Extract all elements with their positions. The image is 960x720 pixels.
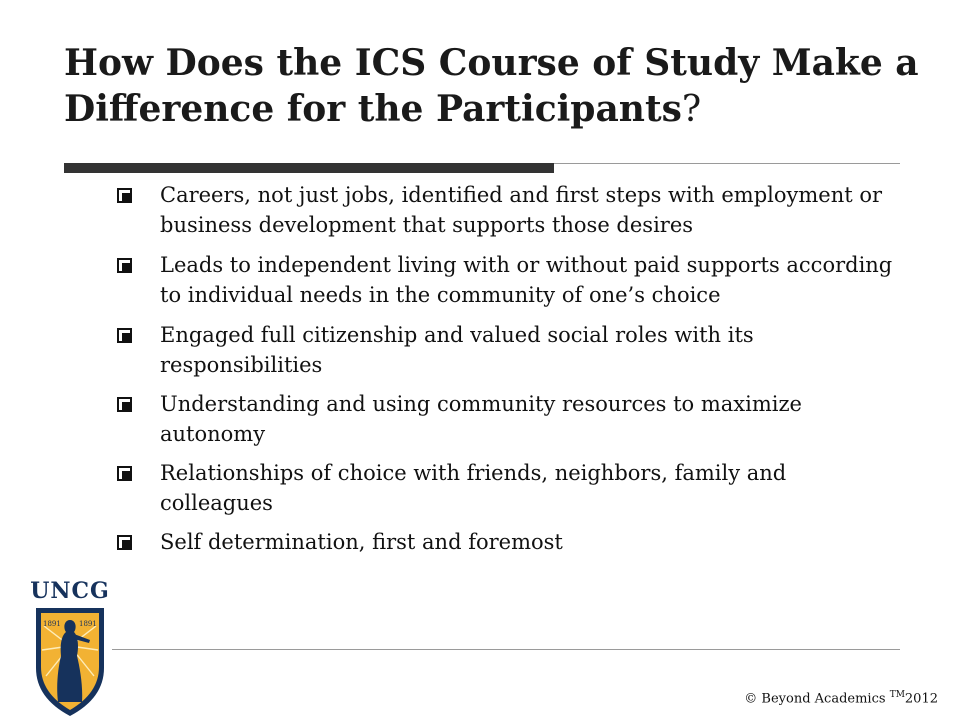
trademark-mark: TM [889,690,905,700]
title-question-mark: ? [681,89,702,130]
title-underline-thin [554,163,900,164]
copyright-year: 2012 [904,691,938,707]
bullet-item [115,180,895,240]
bullet-item [115,250,895,310]
uncg-shield-icon [34,606,106,718]
bullet-item [115,527,895,557]
bottom-divider [112,649,900,650]
bullet-item [115,389,895,449]
bullet-list [115,180,895,567]
checkbox-bullet-icon [117,466,132,481]
checkbox-bullet-icon [117,397,132,412]
bullet-text: Careers, not just jobs, identified and first steps with employment or business development that supports those desires [160,183,883,237]
checkbox-bullet-icon [117,328,132,343]
checkbox-bullet-icon [117,535,132,550]
checkbox-bullet-icon [117,258,132,273]
slide-title [64,40,924,133]
bullet-item [115,458,895,518]
copyright-prefix: © Beyond Academics [744,691,890,707]
bullet-text: Leads to independent living with or without paid supports according to individual needs in the community of one’s choice [160,253,893,307]
copyright-notice [744,690,938,706]
uncg-logo [30,578,110,720]
logo-year-left: 1891 [43,620,61,628]
bullet-item [115,320,895,380]
title-text: How Does the ICS Course of Study Make a Difference for the Participants [64,42,919,130]
bullet-text: Relationships of choice with friends, neighbors, family and colleagues [160,461,787,515]
logo-year-right: 1891 [79,620,97,628]
bullet-text: Self determination, first and foremost [160,530,563,554]
title-underline-thick [64,163,554,173]
bullet-text: Engaged full citizenship and valued social roles with its responsibilities [160,323,754,377]
checkbox-bullet-icon [117,188,132,203]
uncg-logo-text: UNCG [30,578,110,604]
bullet-text: Understanding and using community resources to maximize autonomy [160,392,802,446]
